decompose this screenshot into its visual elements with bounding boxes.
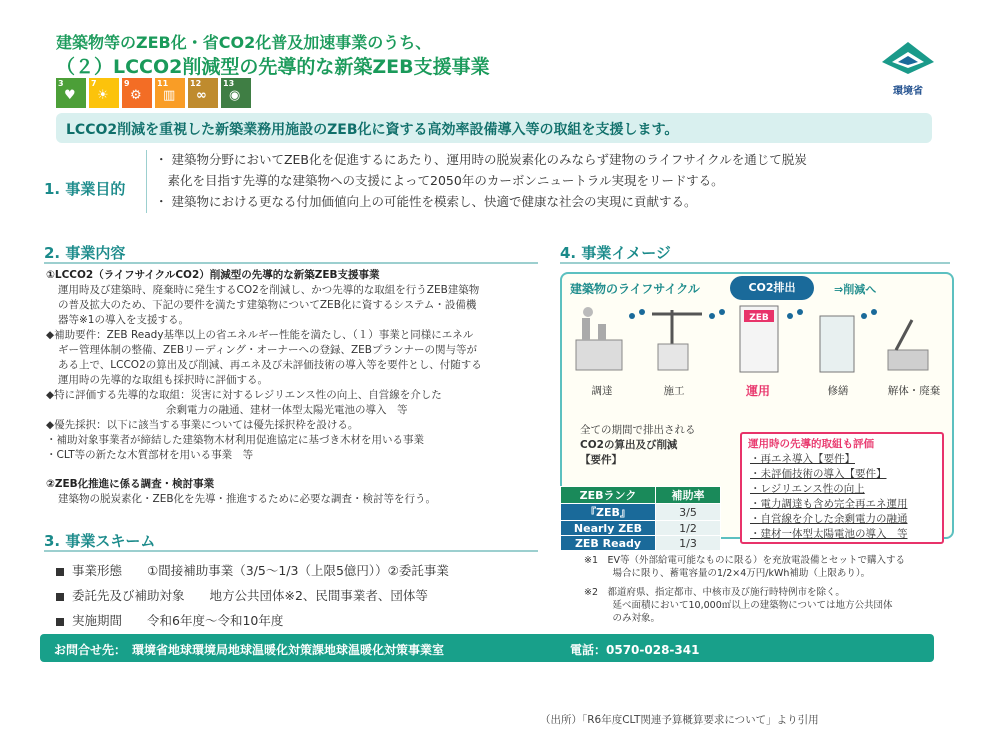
- zeb-sign: ZEB: [749, 313, 769, 323]
- contact-label: お問合せ先： 環境省地球環境局地球温暖化対策課地球温暖化対策事業室: [54, 643, 445, 657]
- content-line: ◆補助要件：ZEB Ready基準以上の省エネルギー性能を満たし、（１）事業と同様にエネル: [46, 329, 474, 341]
- factory-icon: [576, 307, 622, 370]
- footnote-line: のみ対象。: [584, 613, 661, 624]
- sdg-11-icon: 11 ▥: [155, 78, 185, 108]
- evaluation-item: ・自営線を介した余剰電力の融通: [750, 513, 908, 525]
- table-cell: ZEB Ready: [561, 536, 656, 551]
- sdg-9-icon: 9 ⚙: [122, 78, 152, 108]
- stage-demolition: 解体・廃棄: [887, 385, 941, 397]
- ministry-logo-icon: [878, 40, 938, 76]
- table-row: [561, 504, 721, 521]
- table-cell: 『ZEB』: [561, 504, 656, 521]
- table-row: [561, 536, 721, 551]
- logo-text: 環境省: [893, 86, 923, 97]
- crane-icon: [652, 310, 702, 370]
- period-note: [580, 423, 696, 468]
- period-note-line: 【要件】: [580, 454, 622, 466]
- content-line: ギー管理体制の整備、ZEBリーディング・オーナーへの登録、ZEBプランナーの関与等が: [58, 344, 478, 356]
- source-note: （出所）「R6年度CLT関連予算概算要求について」より引用: [540, 714, 819, 726]
- content-line: 器等※1の導入を支援する。: [58, 314, 189, 326]
- table-cell: 1/2: [656, 521, 721, 536]
- evaluation-item: ・再エネ導入【要件】: [750, 453, 855, 465]
- content-line: ②ZEB化推進に係る調査・検討事業: [46, 478, 215, 490]
- purpose-line: ・ 建築物における更なる付加価値向上の可能性を模索し、快適で健康な社会の実現に貢献する。: [155, 194, 697, 209]
- zeb-building-icon: [740, 306, 778, 372]
- page-title: （２）LCCO2削減型の先導的な新築ZEB支援事業: [56, 56, 490, 78]
- period-note-line: CO2の算出及び削減: [580, 439, 678, 451]
- renovation-building-icon: [820, 316, 854, 372]
- section2-heading: 2. 事業内容: [44, 244, 126, 262]
- section1-body: [146, 150, 945, 213]
- square-bullet-icon: [56, 593, 64, 601]
- scheme-item: 委託先及び補助対象 地方公共団体※2、民間事業者、団体等: [56, 583, 449, 608]
- section4-divider: [560, 262, 950, 264]
- footnote-line: 延べ面積において10,000㎡以上の建築物については地方公共団体: [584, 600, 893, 611]
- table-header-row: [561, 487, 721, 504]
- content-line: 運用時及び建築時、廃棄時に発生するCO2を削減し、かつ先導的な取組を行うZEB建築物: [58, 284, 480, 296]
- table-cell: Nearly ZEB: [561, 521, 656, 536]
- square-bullet-icon: [56, 568, 64, 576]
- sdg-13-icon: 13 ◉: [221, 78, 251, 108]
- evaluation-title: 運用時の先導的取組も評価: [748, 438, 874, 450]
- stage-operation: 運用: [745, 384, 770, 398]
- content-line: ◆特に評価する先導的な取組：災害に対するレジリエンス性の向上、自営線を介した: [46, 389, 442, 401]
- section3-body: [56, 558, 449, 633]
- ministry-logo: [878, 40, 938, 97]
- evaluation-list: [750, 452, 908, 542]
- reduce-label: ⇒削減へ: [834, 283, 877, 296]
- demolition-icon: [888, 320, 928, 370]
- table-row: [561, 521, 721, 536]
- footnote-line: ※2 都道府県、指定都市、中核市及び施行時特例市を除く。: [584, 587, 845, 598]
- table-cell: 3/5: [656, 504, 721, 521]
- sdg-12-icon: 12 ∞: [188, 78, 218, 108]
- content-line: の普及拡大のため、下記の要件を満たす建築物についてZEB化に資するシステム・設備機: [58, 299, 477, 311]
- evaluation-item: ・未評価技術の導入【要件】: [750, 468, 887, 480]
- content-line: 運用時の先導的な取組も採択時に評価する。: [58, 374, 268, 386]
- stage-procurement: 調達: [591, 385, 613, 397]
- purpose-line: 素化を目指す先導的な建築物への支援によって2050年のカーボンニュートラル実現をリードする。: [155, 173, 724, 188]
- content-line: ・CLT等の新たな木質部材を用いる事業 等: [46, 449, 254, 461]
- title-line1: 建築物等のZEB化・省CO2化普及加速事業のうち、: [56, 33, 432, 52]
- table-header: ZEBランク: [561, 487, 656, 504]
- section3-heading: 3. 事業スキーム: [44, 532, 156, 550]
- contact-bar: [40, 634, 934, 662]
- section2-body: [46, 268, 546, 507]
- stage-repair: 修繕: [827, 385, 849, 397]
- square-bullet-icon: [56, 618, 64, 626]
- scheme-item: 事業形態 ①間接補助事業（3/5～1/3（上限5億円））②委託事業: [56, 558, 449, 583]
- sdg-3-icon: 3 ♥: [56, 78, 86, 108]
- co2-cloud: CO2排出: [730, 276, 814, 300]
- scheme-item: 実施期間 令和6年度～令和10年度: [56, 608, 449, 633]
- evaluation-item: ・レジリエンス性の向上: [750, 483, 865, 495]
- table-cell: 1/3: [656, 536, 721, 551]
- section3-divider: [44, 550, 538, 552]
- footnotes: [584, 554, 905, 625]
- lifecycle-title: 建築物のライフサイクル: [570, 282, 700, 296]
- period-note-line: 全ての期間で排出される: [580, 424, 696, 436]
- content-line: ・補助対象事業者が締結した建築物木材利用促進協定に基づき木材を用いる事業: [46, 434, 424, 446]
- footnote-line: ※1 EV等（外部給電可能なものに限る）を充放電設備とセットで購入する: [584, 555, 906, 566]
- contact-phone: 電話：0570-028-341: [570, 643, 700, 657]
- table-header: 補助率: [656, 487, 721, 504]
- content-line: 余剰電力の融通、建材一体型太陽光電池の導入 等: [166, 404, 408, 416]
- purpose-line: ・ 建築物分野においてZEB化を促進するにあたり、運用時の脱炭素化のみならず建物のライフサイクルを通じて脱炭: [155, 152, 807, 167]
- section2-divider: [44, 262, 538, 264]
- section4-heading: 4. 事業イメージ: [560, 244, 671, 262]
- sdg-7-icon: 7 ☀: [89, 78, 119, 108]
- evaluation-item: ・建材一体型太陽電池の導入 等: [750, 528, 908, 540]
- lifecycle-illustration: [562, 300, 948, 380]
- evaluation-item: ・電力調達も含め完全再エネ運用: [750, 498, 908, 510]
- content-line: 建築物の脱炭素化・ZEB化を先導・推進するために必要な調査・検討等を行う。: [58, 493, 437, 505]
- section1-heading: 1. 事業目的: [44, 180, 126, 198]
- footnote-line: 場合に限り、蓄電容量の1/2×4万円/kWh補助（上限あり）。: [584, 568, 871, 579]
- stage-construction: 施工: [663, 385, 685, 397]
- zeb-rank-table: [560, 486, 721, 551]
- summary-banner-text: LCCO2削減を重視した新築業務用施設のZEB化に資する高効率設備導入等の取組を支援します。: [66, 122, 679, 138]
- content-line: ◆優先採択：以下に該当する事業については優先採択枠を設ける。: [46, 419, 359, 431]
- summary-banner: [56, 113, 932, 143]
- content-line: ①LCCO2（ライフサイクルCO2）削減型の先導的な新築ZEB支援事業: [46, 269, 380, 281]
- sdgs-icons: [56, 78, 251, 108]
- content-line: ある上で、LCCO2の算出及び削減、再エネ及び未評価技術の導入等を要件とし、付随する: [58, 359, 482, 371]
